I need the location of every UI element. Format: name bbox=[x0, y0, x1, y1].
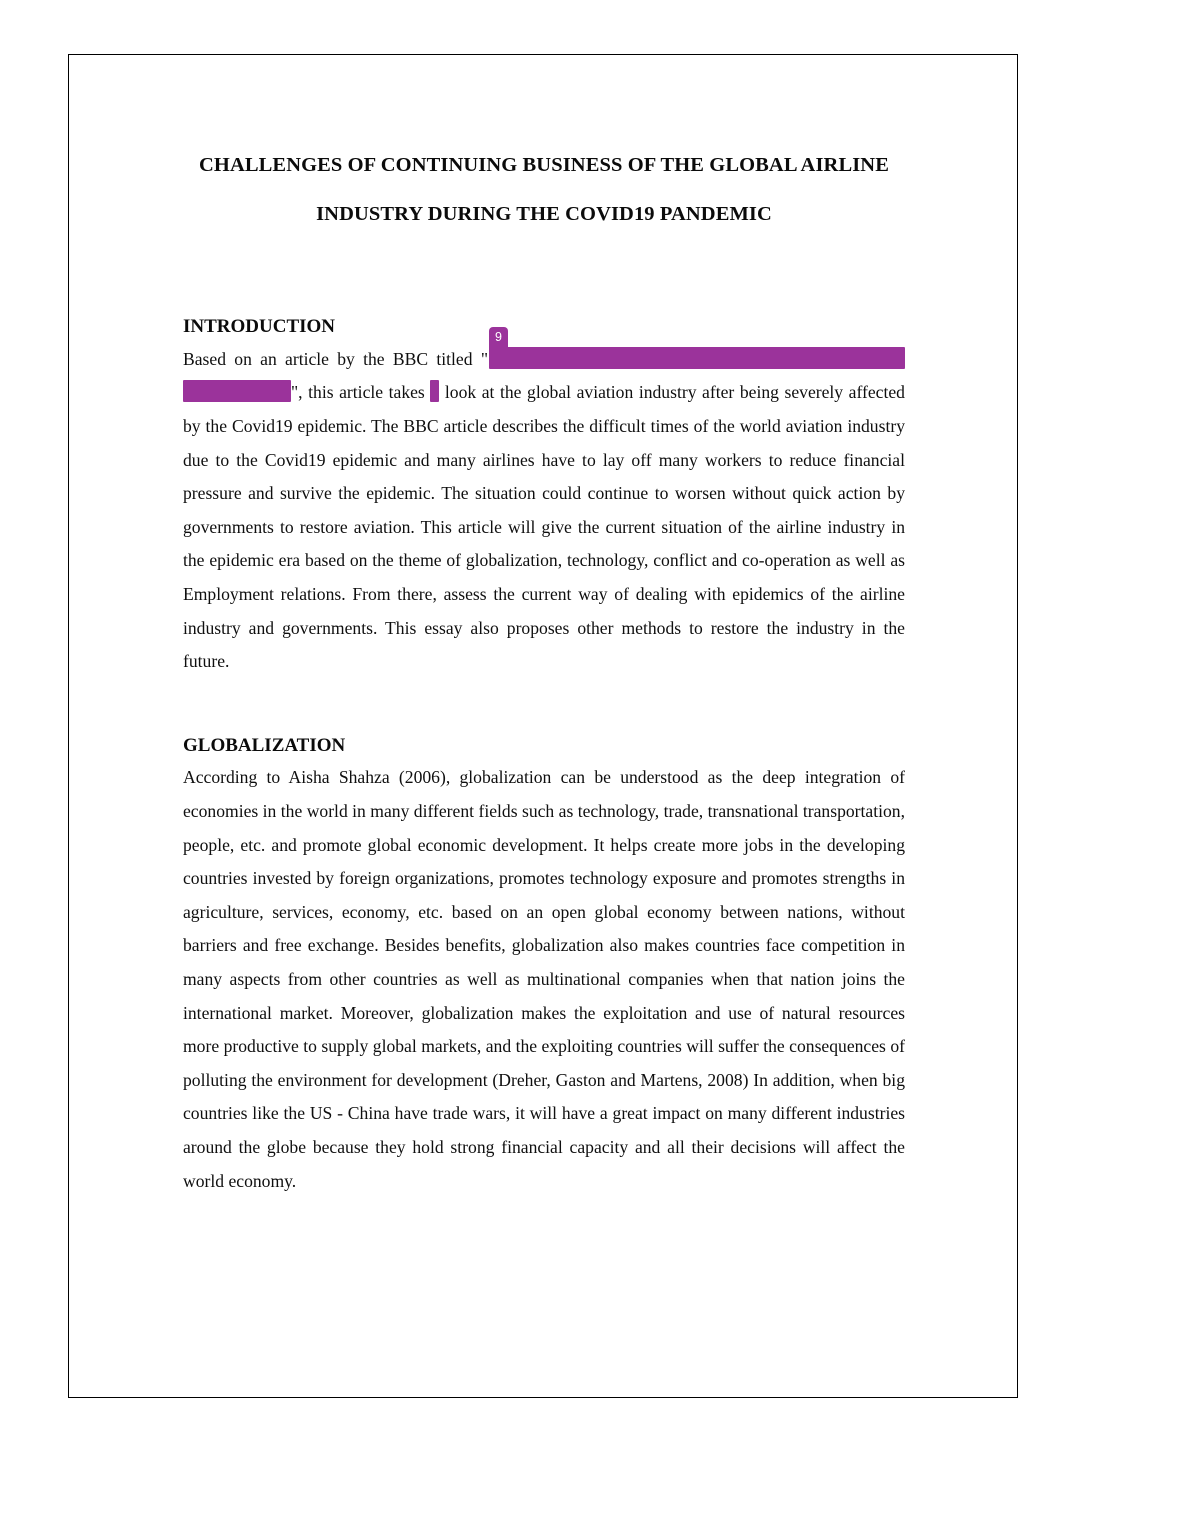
redaction-bar-secondary bbox=[183, 380, 291, 402]
document-page bbox=[68, 54, 1018, 1398]
page-content bbox=[183, 155, 905, 1198]
paragraph-globalization: According to Aisha Shahza (2006), globalization can be understood as the deep integration of economies in the world in many different fields such as technology, trade, transnational transportation, people, etc. and promote global economic development. It helps create more jobs in the developing countries invested by foreign organizations, promotes technology exposure and promotes strengths in agriculture, services, economy, etc. based on an open global economy between nations, without barriers and free exchange. Besides benefits, globalization also makes countries face competition in many aspects from other countries as well as multinational companies when that nation joins the international market. Moreover, globalization makes the exploitation and use of natural resources more productive to supply global markets, and the exploiting countries will suffer the consequences of polluting the environment for development (Dreher, Gaston and Martens, 2008) In addition, when big countries like the US - China have trade wars, it will have a great impact on many different industries around the globe because they hold strong financial capacity and all their decisions will affect the world economy. bbox=[183, 767, 905, 1191]
section-introduction bbox=[183, 315, 905, 679]
intro-text-before-redaction: Based on an article by the BBC titled " bbox=[183, 348, 488, 369]
title-line-2: INDUSTRY DURING THE COVID19 PANDEMIC bbox=[316, 202, 772, 225]
heading-globalization: GLOBALIZATION bbox=[183, 734, 346, 756]
section-globalization bbox=[183, 734, 905, 1198]
paragraph-introduction bbox=[183, 329, 905, 679]
redaction-bar-narrow bbox=[430, 380, 439, 402]
title-line-1: CHALLENGES OF CONTINUING BUSINESS OF THE GLOBAL AIRLINE bbox=[199, 154, 889, 176]
heading-introduction: INTRODUCTION bbox=[183, 316, 336, 337]
redaction-badge: 9 bbox=[489, 327, 508, 348]
redaction-bar-primary bbox=[489, 329, 905, 369]
page-title bbox=[183, 155, 905, 224]
intro-text-after-first-redaction: ", this article takes bbox=[291, 382, 431, 403]
intro-text-body: look at the global aviation industry after being severely affected by the Covid19 epidemic. The BBC article describes the difficult times of the world aviation industry due to the Covid19 epidemic and many airlines have to lay off many workers to reduce financial pressure and survive the epidemic. The situation could continue to worsen without quick action by governments to restore aviation. This article will give the current situation of the airline industry in the epidemic era based on the theme of globalization, technology, conflict and co-operation as well as Employment relations. From there, assess the current way of dealing with epidemics of the airline industry and governments. This essay also proposes other methods to restore the industry in the future. bbox=[183, 382, 905, 672]
